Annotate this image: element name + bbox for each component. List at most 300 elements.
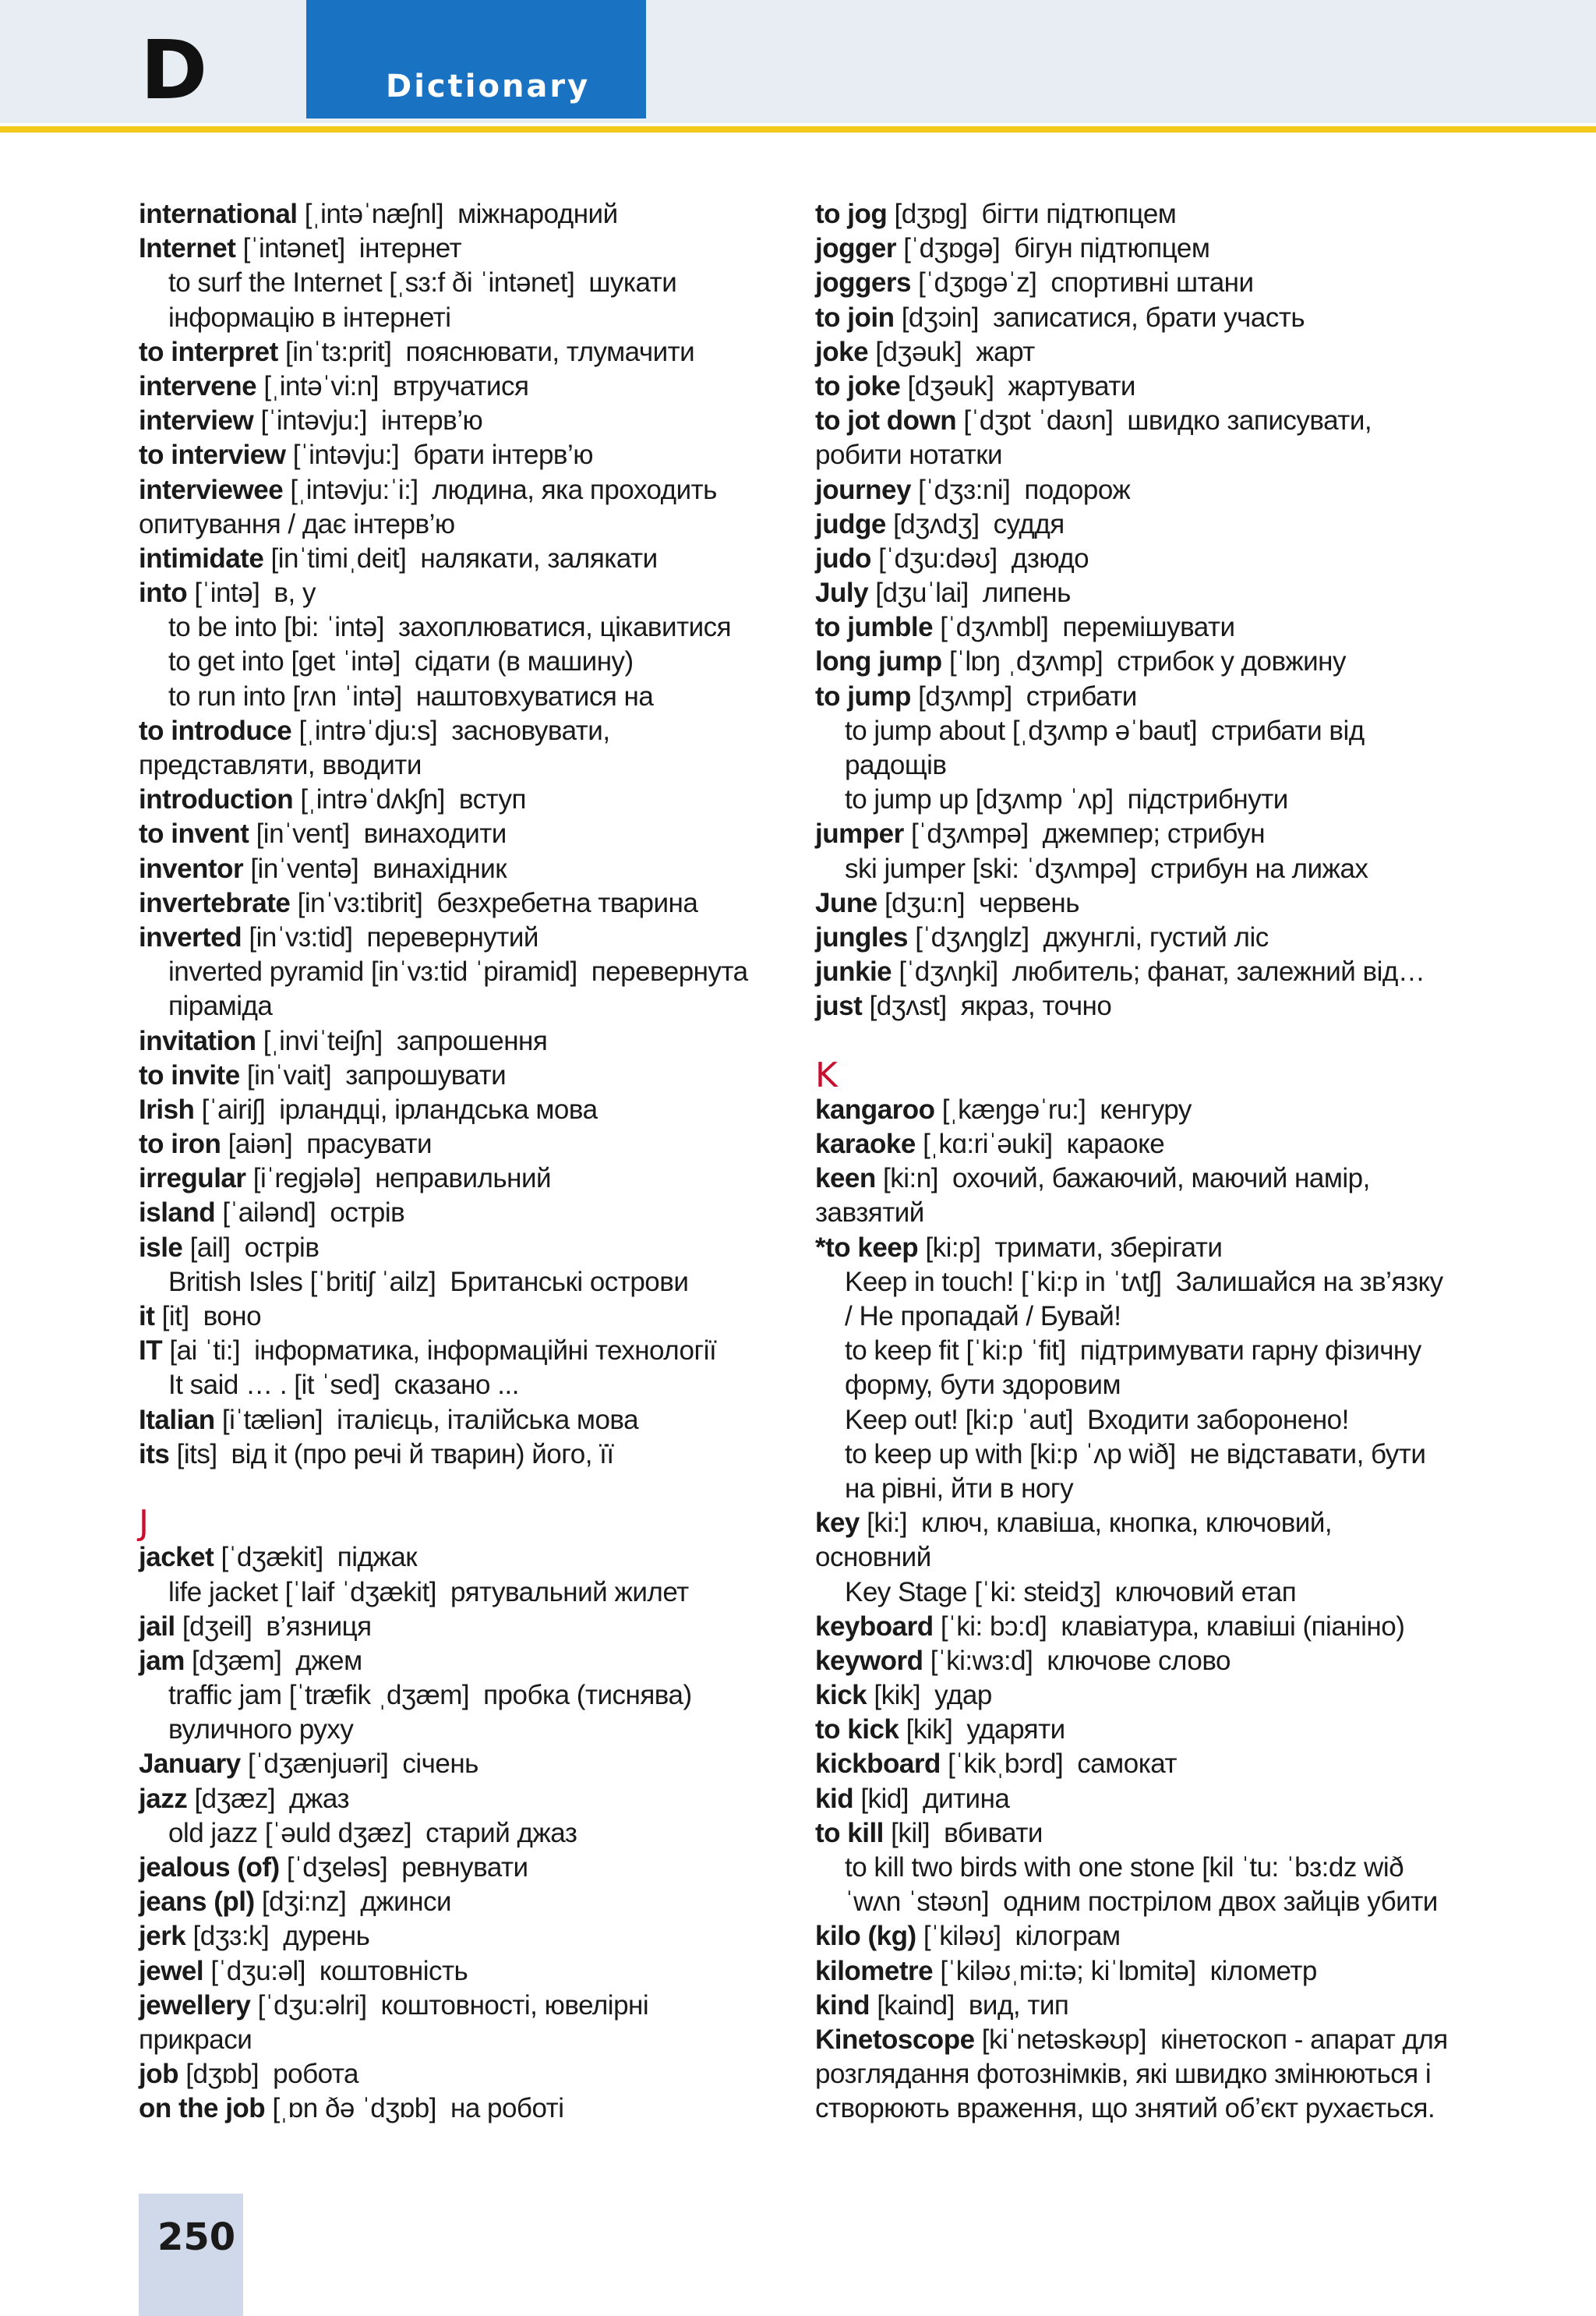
dictionary-entry [815,232,1462,266]
dictionary-entry [815,266,1462,300]
dictionary-entry [139,1644,786,1678]
translation: коштовності, ювелірні [380,1989,649,2021]
transcription: [dʒu:n] [884,887,966,918]
headword: IT [139,1335,163,1367]
transcription: [kik] [906,1714,953,1745]
transcription: [iˈregjələ] [252,1163,362,1194]
headword: to invite [139,1059,240,1091]
transcription: [ˌintəvju:ˈi:] [290,474,418,505]
transcription: [ˈbritiʃ ˈailz] [309,1266,436,1297]
translation: підстрибнути [1127,784,1288,815]
dictionary-entry [139,1610,786,1644]
transcription: [ˈdʒu:əl] [210,1955,305,1986]
translation: сказано ... [394,1370,519,1401]
translation: січень [402,1748,478,1780]
transcription: [ˈintənet] [242,233,345,264]
dictionary-entry [815,852,1462,886]
dictionary-entry [139,232,786,266]
transcription: [ˈintə] [194,578,260,609]
headword: long jump [815,646,942,677]
translation: суддя [993,508,1065,539]
translation: ключове слово [1047,1645,1231,1676]
transcription: [dʒæz] [194,1783,276,1814]
headword: Keep out! [845,1404,959,1435]
section-letter-d: D [140,23,208,118]
translation: дурень [283,1921,370,1952]
transcription: [dʒi:nz] [261,1886,347,1918]
translation: наштовхуватися на [415,681,654,712]
dictionary-entry [139,335,786,369]
section-letter: K [815,1055,838,1095]
transcription: [dʒɜ:k] [192,1921,270,1952]
transcription: [ˈki:wɜ:d] [930,1645,1033,1676]
transcription: [dʒʌmp ˈʌp] [975,784,1114,815]
transcription: [inˈvait] [246,1059,332,1091]
transcription: [ˈtræfik ˌdʒæm] [288,1680,470,1711]
headword: jewellery [139,1989,251,2021]
translation: кілометр [1209,1955,1317,1986]
dictionary-entry [815,1299,1462,1334]
headword: Italian [139,1404,215,1435]
headword: to invent [139,819,249,850]
dictionary-entry [139,542,786,576]
translation: підтримувати гарну фізичну [1079,1335,1421,1367]
headword: July [815,578,869,609]
dictionary-entry [139,783,786,817]
dictionary-entry [815,2091,1462,2126]
headword: inverted pyramid [168,956,364,988]
dictionary-entry [815,1747,1462,1781]
transcription: [kiˈnetəskəʊp] [981,2024,1147,2055]
headword: karaoke [815,1129,916,1160]
headword: *to keep [815,1232,919,1263]
transcription: [dʒʌst] [869,991,947,1022]
translation: джунглі, густий ліс [1043,921,1269,953]
headword: to keep up with [845,1438,1022,1469]
dictionary-entry [815,610,1462,645]
dictionary-entry [815,1540,1462,1575]
translation: вступ [458,784,526,815]
translation: воно [203,1301,262,1331]
transcription: [ki:] [867,1508,908,1539]
transcription: [ˈəuld dʒæz] [264,1817,412,1848]
transcription: [ˈki:p ˈfit] [966,1335,1066,1367]
headword: judo [815,543,871,574]
headword: Key Stage [845,1576,967,1607]
dictionary-entry [815,1713,1462,1747]
translation: червень [979,887,1079,918]
dictionary-entry [815,817,1462,851]
headword: interviewee [139,474,284,505]
transcription: [ˈdʒu:dəʊ] [878,543,998,574]
translation: джаз [289,1783,350,1814]
dictionary-entry [139,507,786,542]
transcription: [dʒɒg] [894,199,968,229]
transcription: [inˈvɜ:tid ˈpiramid] [370,956,577,988]
transcription: [inˈtimiˌdeit] [270,543,407,574]
headword: to be into [168,612,277,643]
dictionary-entry [139,301,786,335]
dictionary-entry [139,921,786,955]
headword: to introduce [139,715,292,746]
dictionary-entry [815,473,1462,507]
translation: перемішувати [1062,612,1235,643]
headword: to jog [815,199,888,229]
dictionary-entry [139,1851,786,1885]
translation: Британські острови [450,1266,689,1297]
transcription: [kil] [891,1817,930,1848]
spacer [139,1472,786,1506]
headword: опитування / дає інтерв’ю [139,508,455,539]
dictionary-entry [815,1506,1462,1540]
transcription: [bi: ˈintə] [284,612,384,643]
dictionary-entry [815,507,1462,542]
headword: keyword [815,1645,923,1676]
translation: винаходити [363,819,507,850]
dictionary-entry [139,1231,786,1265]
translation: в, у [274,578,316,609]
headword: irregular [139,1163,246,1194]
headword: its [139,1438,170,1469]
headword: joke [815,336,869,367]
transcription: [iˈtæliən] [221,1404,323,1435]
translation: налякати, залякати [420,543,658,574]
headword: to kick [815,1714,899,1745]
transcription: [ˈlɒŋ ˌdʒʌmp] [948,646,1103,677]
translation: запрошення [396,1025,548,1056]
headword: kick [815,1680,867,1711]
headword: British Isles [168,1266,303,1297]
transcription: [ˈdʒɒt ˈdaʊn] [963,405,1114,437]
headword: on the job [139,2093,266,2124]
transcription: [ˌkæŋgəˈru:] [941,1094,1086,1125]
headword: to iron [139,1129,221,1160]
section-letter: J [139,1503,149,1543]
dictionary-entry [139,1059,786,1093]
transcription: [ˈdʒænjuəri] [247,1748,389,1780]
translation: запрошувати [345,1059,507,1091]
transcription: [ˈintəvju:] [260,405,367,437]
dictionary-entry [815,2023,1462,2057]
transcription: [its] [176,1438,217,1469]
translation: самокат [1077,1748,1178,1780]
translation: липень [982,578,1071,609]
dictionary-entry [815,1816,1462,1851]
translation: людина, яка проходить [432,474,717,505]
translation: коштовність [319,1955,468,1986]
transcription: [it ˈsed] [294,1370,380,1401]
transcription: [ˈdʒʌmbl] [940,612,1049,643]
transcription: [ˌɒn ðə ˈdʒɒb] [272,2093,436,2124]
dictionary-entry [139,1989,786,2023]
translation: старий джаз [425,1817,577,1848]
transcription: [ki:p ˈʌp wið] [1029,1438,1176,1469]
transcription: [ail] [189,1232,231,1263]
dictionary-entry [139,1954,786,1989]
translation: острів [330,1197,405,1229]
headword: to jump up [845,784,969,815]
transcription: [ˈairiʃ] [201,1094,266,1125]
translation: ключ, клавіша, кнопка, ключовий, [921,1508,1333,1539]
translation: прасувати [306,1129,433,1160]
translation: пояснювати, тлумачити [405,336,695,367]
transcription: [ˈdʒu:əlri] [257,1989,367,2021]
dictionary-tab [306,0,646,118]
transcription: [ˈdʒɒgəˈz] [918,267,1037,299]
transcription: [dʒæm] [192,1645,282,1676]
translation: бігун підтюпцем [1014,233,1210,264]
dictionary-entry [815,438,1462,472]
headword: jungles [815,921,909,953]
translation: вбивати [944,1817,1043,1848]
dictionary-entry [815,1644,1462,1678]
dictionary-entry [139,610,786,645]
headword: радощів [845,750,947,780]
headword: kilometre [815,1955,934,1986]
dictionary-entry [815,886,1462,921]
translation: Входити заборонено! [1087,1404,1349,1435]
dictionary-entry [139,1747,786,1781]
dictionary-entry [139,955,786,989]
translation: кілограм [1015,1921,1121,1952]
dictionary-entry [139,886,786,921]
headword: to jumble [815,612,934,643]
headword: jam [139,1645,185,1676]
dictionary-entry [815,1265,1462,1299]
headword: interview [139,405,254,437]
dictionary-entry [139,1299,786,1334]
translation: стрибати [1026,681,1137,712]
translation: перевернута [591,956,748,988]
transcription: [ˈdʒɒgə] [903,233,1001,264]
transcription: [inˈvɜ:tibrit] [297,887,423,918]
headword: to joke [815,370,901,401]
transcription: [ski: ˈdʒʌmpə] [972,853,1137,884]
dictionary-entry [139,1540,786,1575]
translation: охочий, бажаючий, маючий намір, [952,1163,1370,1194]
headword: June [815,887,877,918]
translation: безхребетна тварина [436,887,698,918]
dictionary-entry [139,2091,786,2126]
headword: inventor [139,853,244,884]
headword: key [815,1508,860,1539]
transcription: [ˈki:p in ˈtʌtʃ] [1021,1266,1162,1297]
translation: інтерв’ю [380,405,483,437]
translation: дзюдо [1011,543,1089,574]
dictionary-entry [139,1575,786,1610]
dictionary-entry [815,1403,1462,1437]
translation: жартувати [1008,370,1135,401]
dictionary-entry [815,2057,1462,2091]
headword: keen [815,1163,876,1194]
headword: jail [139,1611,175,1642]
headword: job [139,2059,178,2090]
transcription: [kil ˈtu: ˈbɜ:dz wið [1202,1852,1404,1883]
transcription: [inˈvent] [256,819,350,850]
transcription: [ˈintəvju:] [292,440,400,471]
dictionary-entry [815,680,1462,714]
headword: jacket [139,1542,214,1573]
dictionary-entry [139,852,786,886]
transcription: [dʒəuk] [875,336,962,367]
dictionary-entry [139,1437,786,1472]
dictionary-entry [139,438,786,472]
dictionary-entry [815,576,1462,610]
transcription: [ˌsɜ:f ði ˈintənet] [389,267,575,299]
dictionary-entry [815,989,1462,1024]
headword: основний [815,1542,931,1573]
transcription: [ai ˈti:] [169,1335,241,1367]
headword: into [139,578,188,609]
headword: It said … . [168,1370,288,1401]
headword: jogger [815,233,896,264]
translation: винахідник [373,853,507,884]
transcription: [inˈventə] [250,853,359,884]
translation: ключовий етап [1114,1576,1297,1607]
headword: jeans (pl) [139,1886,255,1918]
translation: жарт [976,336,1035,367]
dictionary-entry [815,748,1462,783]
dictionary-entry [815,1368,1462,1402]
page-number: 250 [157,2215,236,2259]
translation: джем [295,1645,362,1676]
translation: ударяти [966,1714,1065,1745]
headword: робити нотатки [815,440,1003,471]
transcription: [get ˈintə] [291,646,401,677]
transcription: [aiən] [228,1129,293,1160]
translation: пробка (тиснява) [483,1680,692,1711]
dictionary-entry [139,369,786,404]
translation: інформатика, інформаційні технології [254,1335,717,1367]
translation: тримати, зберігати [994,1232,1223,1263]
translation: караоке [1066,1129,1165,1160]
headword: journey [815,474,911,505]
dictionary-entry [139,645,786,679]
translation: записатися, брати участь [992,302,1305,333]
transcription: [dʒuˈlai] [875,578,969,609]
headword: keyboard [815,1611,934,1642]
transcription: [ˈkikˌbɔrd] [948,1748,1064,1780]
translation: перевернутий [366,921,538,953]
dictionary-entry [815,1885,1462,1919]
dictionary-entry [139,1196,786,1230]
translation: клавіатура, клавіші (піаніно) [1061,1611,1405,1642]
headword: to jot down [815,405,957,437]
headword: to jump [815,681,911,712]
headword: kid [815,1783,854,1814]
headword: traffic jam [168,1680,282,1711]
headword: judge [815,508,886,539]
dictionary-entry [139,1368,786,1402]
transcription: [kik] [874,1680,921,1711]
translation: сідати (в машину) [414,646,634,677]
headword: jerk [139,1921,186,1952]
headword: just [815,991,863,1022]
dictionary-entry [815,1162,1462,1196]
transcription: [ˌintrəˈdʌkʃn] [300,784,445,815]
headword: isle [139,1232,183,1263]
headword: Kinetoscope [815,2024,975,2055]
dictionary-entry [139,714,786,748]
translation: інтернет [358,233,462,264]
dictionary-entry [139,1024,786,1059]
transcription: [ˈlaif ˈdʒækit] [284,1576,437,1607]
transcription: [kid] [860,1783,909,1814]
dictionary-entry [815,1989,1462,2023]
translation: джинси [360,1886,452,1918]
translation: ревнувати [401,1852,528,1883]
transcription: [ki:p ˈaut] [965,1404,1074,1435]
headword: island [139,1197,216,1229]
headword: розглядання фотознімків, які швидко змінюються і [815,2059,1432,2090]
headword: to get into [168,646,284,677]
headword: invertebrate [139,887,291,918]
transcription: [ˌdʒʌmp əˈbaut] [1012,715,1198,746]
headword: it [139,1301,155,1331]
dictionary-entry [139,1265,786,1299]
dictionary-entry [139,1162,786,1196]
transcription: [ˈdʒʌmpə] [910,819,1029,850]
transcription: [ˌkɑ:riˈəuki] [923,1129,1053,1160]
dictionary-entry [139,266,786,300]
dictionary-entry [139,404,786,438]
translation: на роботі [450,2093,564,2124]
dictionary-entry [815,1334,1462,1368]
translation: міжнародний [457,199,618,229]
dictionary-entry [815,335,1462,369]
translation: не відставати, бути [1189,1438,1426,1469]
headword: introduction [139,784,294,815]
headword: to join [815,302,895,333]
transcription: [dʒʌmp] [918,681,1012,712]
transcription: [dʒɔin] [901,302,979,333]
dictionary-entry [815,1093,1462,1127]
headword: to kill two birds with one stone [845,1852,1195,1883]
translation: брати інтерв’ю [413,440,594,471]
transcription: [ˌintəˈnæʃnl] [304,199,444,229]
dictionary-entry [139,473,786,507]
headword: піраміда [168,991,273,1022]
headword: kilo (kg) [815,1921,916,1952]
transcription: [ˈailənd] [222,1197,316,1229]
headword: jumper [815,819,904,850]
translation: захоплюватися, цікавитися [397,612,732,643]
translation: швидко записувати, [1127,405,1372,437]
headword: January [139,1748,241,1780]
dictionary-entry [815,921,1462,955]
translation: від it (про речі й тварин) його, її [231,1438,614,1469]
headword: / Не пропадай / Бувай! [845,1301,1121,1331]
headword: ski jumper [845,853,966,884]
headword: joggers [815,267,911,299]
headword: international [139,199,298,229]
translation: якраз, точно [960,991,1112,1022]
transcription: [ˈdʒɜ:ni] [918,474,1011,505]
headword: представляти, вводити [139,750,422,780]
translation: кенгуру [1100,1094,1192,1125]
dictionary-entry [815,1851,1462,1885]
translation: втручатися [393,370,529,401]
dictionary-entry [139,1127,786,1162]
headword: вуличного руху [168,1714,354,1745]
transcription: [inˈvɜ:tid] [249,921,353,953]
dictionary-entry [139,1678,786,1713]
headword: прикраси [139,2024,252,2055]
translation: острів [244,1232,320,1263]
translation: стрибати від [1211,715,1365,746]
dictionary-entry [815,1437,1462,1472]
dictionary-entry [815,1678,1462,1713]
